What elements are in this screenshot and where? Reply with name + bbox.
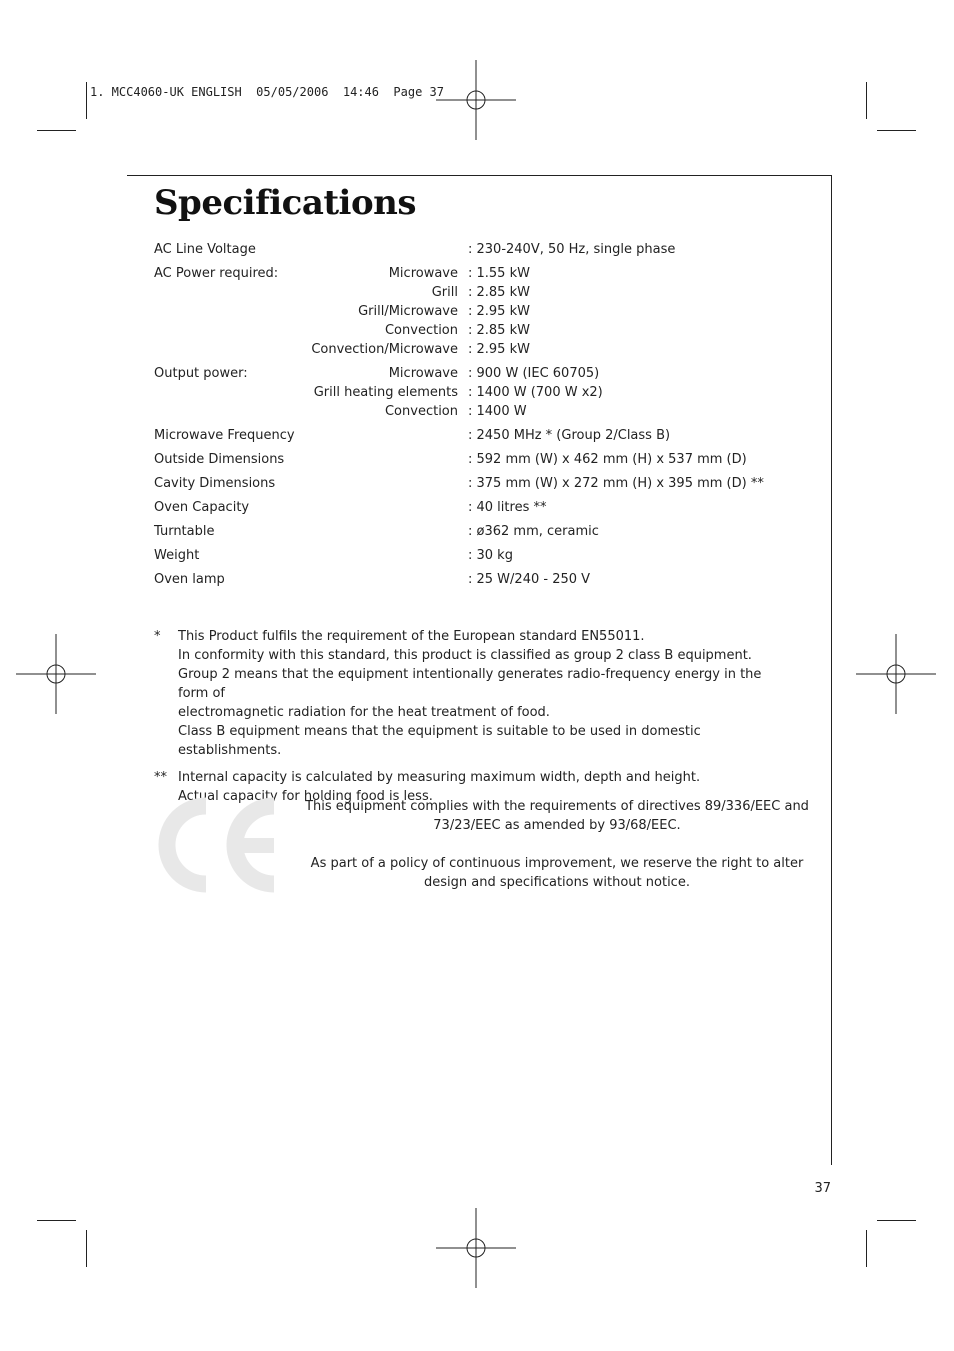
spec-value: : 1.55 kW <box>468 266 530 281</box>
spec-row <box>154 546 794 565</box>
footnote-line: electromagnetic radiation for the heat treatment of food. <box>178 705 550 720</box>
spec-sublabel: Convection <box>384 323 458 338</box>
registration-mark <box>856 634 936 714</box>
spec-row <box>154 498 794 517</box>
spec-row <box>154 302 794 321</box>
registration-mark <box>436 1208 516 1288</box>
crop-mark <box>877 130 916 131</box>
footnote-line: Internal capacity is calculated by measuring maximum width, depth and height. <box>178 770 701 785</box>
spec-row <box>154 264 794 283</box>
spec-label: Microwave Frequency <box>154 428 295 443</box>
spec-row <box>154 450 794 469</box>
spec-row <box>154 402 794 421</box>
crop-mark <box>877 1220 916 1221</box>
spec-table <box>154 240 794 589</box>
spec-value: : 2.95 kW <box>468 342 530 357</box>
crop-mark <box>37 130 76 131</box>
footnote-line: Class B equipment means that the equipment is suitable to be used in domestic establishments. <box>178 724 701 758</box>
spec-row <box>154 426 794 445</box>
ce-mark-logo <box>154 797 280 893</box>
footnote-mark: * <box>154 629 161 644</box>
footnote-line: This Product fulfils the requirement of the European standard EN55011. <box>178 629 645 644</box>
spec-row <box>154 474 794 493</box>
printer-slug: 1. MCC4060-UK ENGLISH 05/05/2006 14:46 Page 37 <box>90 85 445 99</box>
spec-value: : 900 W (IEC 60705) <box>468 366 600 381</box>
spec-value: : 2.85 kW <box>468 323 530 338</box>
crop-mark <box>866 82 867 119</box>
right-rule <box>831 175 832 1165</box>
spec-row <box>154 364 794 383</box>
spec-label: Oven lamp <box>154 572 225 587</box>
spec-sublabel: Grill <box>431 285 458 300</box>
spec-value: : 1400 W <box>468 404 527 419</box>
spec-label: Outside Dimensions <box>154 452 285 467</box>
spec-row <box>154 522 794 541</box>
spec-sublabel: Grill/Microwave <box>358 304 458 319</box>
spec-sublabel: Convection/Microwave <box>311 342 458 357</box>
spec-value: : 40 litres ** <box>468 500 547 515</box>
spec-row <box>154 283 794 302</box>
registration-mark <box>436 60 516 140</box>
policy-statement: As part of a policy of continuous improvement, we reserve the right to alter design and specifications without notice. <box>310 856 804 890</box>
page-title: Specifications <box>154 183 417 223</box>
page-number: 37 <box>814 1181 831 1196</box>
crop-mark <box>37 1220 76 1221</box>
footnote-mark: ** <box>154 770 167 785</box>
spec-value: : 1400 W (700 W x2) <box>468 385 603 400</box>
footnote-line: In conformity with this standard, this product is classified as group 2 class B equipment. <box>178 648 752 663</box>
spec-value: : 30 kg <box>468 548 513 563</box>
spec-label: Oven Capacity <box>154 500 250 515</box>
spec-value: : ø362 mm, ceramic <box>468 524 599 539</box>
spec-value: : 2.85 kW <box>468 285 530 300</box>
spec-sublabel: Convection <box>384 404 458 419</box>
spec-label: AC Line Voltage <box>154 242 256 257</box>
spec-value: : 592 mm (W) x 462 mm (H) x 537 mm (D) <box>468 452 747 467</box>
footnote-line: Actual capacity for holding food is less. <box>178 789 433 804</box>
registration-mark <box>16 634 96 714</box>
crop-mark <box>86 1230 87 1267</box>
spec-label: Output power: <box>154 366 248 381</box>
spec-value: : 2.95 kW <box>468 304 530 319</box>
spec-row <box>154 383 794 402</box>
compliance-block <box>294 797 820 892</box>
spec-row <box>154 321 794 340</box>
spec-row <box>154 570 794 589</box>
top-rule <box>127 175 832 176</box>
directives-statement: This equipment complies with the requirements of directives 89/336/EEC and 73/23/EEC as amended by 93/68/EEC. <box>305 799 809 833</box>
spec-label: Turntable <box>154 524 215 539</box>
spec-label: Weight <box>154 548 200 563</box>
spec-value: : 230-240V, 50 Hz, single phase <box>468 242 676 257</box>
spec-value: : 2450 MHz * (Group 2/Class B) <box>468 428 671 443</box>
footnote-single-star <box>154 627 794 760</box>
spec-row <box>154 340 794 359</box>
spec-sublabel: Grill heating elements <box>313 385 458 400</box>
spec-row <box>154 240 794 259</box>
footnotes <box>154 627 794 806</box>
crop-mark <box>86 82 87 119</box>
spec-sublabel: Microwave <box>388 366 458 381</box>
spec-label: Cavity Dimensions <box>154 476 276 491</box>
spec-sublabel: Microwave <box>388 266 458 281</box>
footnote-line: Group 2 means that the equipment intentionally generates radio-frequency energy in the form of <box>178 667 762 701</box>
spec-label: AC Power required: <box>154 266 279 281</box>
spec-value: : 375 mm (W) x 272 mm (H) x 395 mm (D) ** <box>468 476 764 491</box>
spec-value: : 25 W/240 - 250 V <box>468 572 591 587</box>
crop-mark <box>866 1230 867 1267</box>
